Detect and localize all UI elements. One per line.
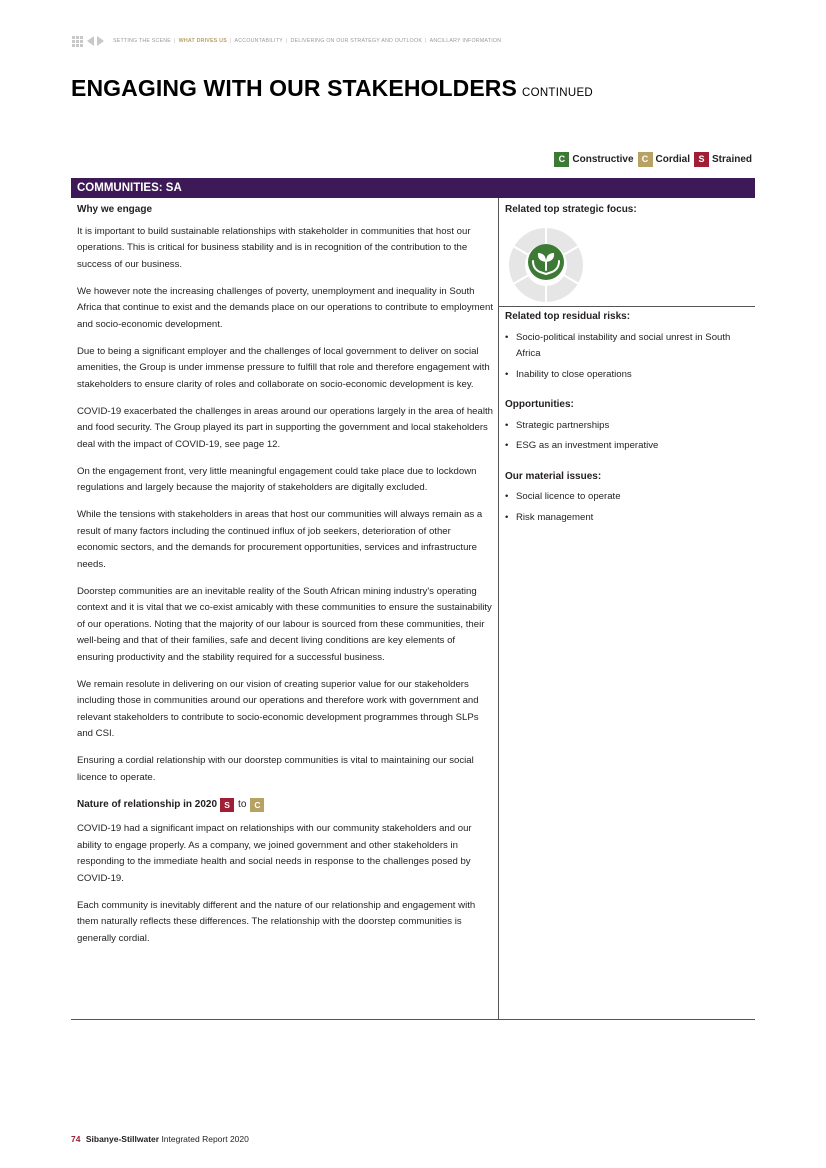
material-issues-list: [505, 489, 755, 526]
body-paragraph: Ensuring a cordial relationship with our doorstep communities is vital to maintaining our social licence to operate.: [77, 755, 474, 783]
legend-label: Cordial: [655, 154, 690, 165]
strategic-focus-heading: Related top strategic focus:: [505, 204, 637, 215]
nav-link[interactable]: WHAT DRIVES US: [178, 38, 227, 44]
material-issues: [505, 469, 755, 527]
body-paragraph: While the tensions with stakeholders in areas that host our communities will always remain as a result of many factors including the continued influx of job seekers, deterioration of other economic sectors, and the demands for procurement opportunities, services and infrastructure needs.: [77, 509, 483, 570]
nav-link[interactable]: ANCILLARY INFORMATION: [429, 38, 502, 44]
opportunities: [505, 397, 755, 455]
body-paragraph: On the engagement front, very little meaningful engagement could take place due to lockdown regulations and largely because the majority of stakeholders are digitally excluded.: [77, 465, 477, 493]
residual-risks-list: [505, 330, 755, 384]
residual-risks-heading: Related top residual risks:: [505, 311, 631, 322]
list-item: • Inability to close operations: [505, 367, 755, 384]
nav-links: [113, 38, 504, 44]
nav-link[interactable]: ACCOUNTABILITY: [234, 38, 283, 44]
body-paragraph: We remain resolute in delivering on our vision of creating superior value for our stakeholders including those in communities around our operations and therefore work with government and relevant stakeholders to contribute to socio-economic development programmes through SLPs and CSI.: [77, 678, 479, 739]
legend-badge: S: [694, 152, 709, 167]
page-title-continued: CONTINUED: [521, 87, 594, 99]
nature-label: Nature of relationship in 2020: [77, 798, 218, 810]
body-paragraph: It is important to build sustainable relationships with stakeholder in communities that host our operations. This is critical for business stability and is in recognition of the contribution to the success of our business.: [77, 225, 471, 270]
table-bottom-rule: [71, 1019, 755, 1020]
page-title-text: ENGAGING WITH OUR STAKEHOLDERS: [71, 75, 517, 101]
legend-badge: C: [638, 152, 653, 167]
relationship-legend: [554, 152, 756, 167]
why-we-engage-heading: Why we engage: [77, 204, 153, 215]
company-name: Sibanye-Stillwater: [85, 1134, 160, 1144]
nav-controls: [72, 36, 107, 47]
nature-to-word: to: [238, 798, 247, 810]
next-page-icon[interactable]: [97, 36, 104, 46]
body-paragraph: Doorstep communities are an inevitable reality of the South African mining industry's operating context and it is vital that we co-exist amicably with these communities to ensure the sustainability of our operations. Noting that the majority of our labour is sourced from these communities, their well-being and that of their families, safe and decent living conditions are key elements of ensuring productivity and the stability required for a successful business.: [77, 585, 492, 663]
page-footer: [71, 1134, 249, 1144]
nature-of-relationship: [77, 797, 493, 814]
list-item: • ESG as an investment imperative: [505, 438, 755, 455]
material-issues-heading: Our material issues:: [505, 470, 602, 482]
body-paragraph: Each community is inevitably different and the nature of our relationship and engagement with them naturally reflects these differences. The relationship with the doorstep communities is generally cordial.: [77, 899, 476, 944]
legend-badge: C: [554, 152, 569, 167]
strategic-focus-block: [505, 202, 755, 223]
legend-label: Strained: [711, 154, 752, 165]
strategic-focus-diagram: [506, 225, 586, 305]
nav-separator: |: [285, 38, 288, 44]
left-column: [77, 202, 493, 958]
previous-page-icon[interactable]: [87, 36, 94, 46]
page-number: 74: [71, 1134, 81, 1144]
list-item: • Socio-political instability and social unrest in South Africa: [505, 330, 755, 363]
top-navigation: [72, 34, 504, 48]
residual-risks: [505, 309, 755, 383]
list-item: • Risk management: [505, 510, 755, 527]
opportunities-heading: Opportunities:: [505, 399, 574, 410]
risks-block: [505, 309, 755, 540]
column-divider: [498, 198, 499, 1019]
nav-link[interactable]: DELIVERING ON OUR STRATEGY AND OUTLOOK: [290, 38, 423, 44]
why-we-engage-body: [77, 224, 493, 787]
page-title: [71, 75, 593, 102]
opportunities-list: [505, 418, 755, 455]
legend-label: Constructive: [572, 154, 634, 165]
nav-separator: |: [174, 38, 176, 44]
nav-separator: |: [229, 38, 232, 44]
strained-badge: S: [220, 798, 234, 812]
nature-body: [77, 821, 493, 947]
body-paragraph: Due to being a significant employer and the challenges of local government to deliver on social amenities, the Group is under immense pressure to fulfill that role and therefore engagement with stakeholders to ensure clarity of roles and collaborate on socio-economic development is key.: [77, 345, 490, 390]
body-paragraph: COVID-19 had a significant impact on relationships with our community stakeholders and our ability to engage properly. As a company, we joined government and other stakeholders in responding to the immediate health and social needs in response to the challenges posed by COVID-19.: [77, 823, 472, 884]
report-name: Integrated Report 2020: [161, 1134, 249, 1144]
body-paragraph: COVID-19 exacerbated the challenges in areas around our operations largely in the area of health and food security. The Group played its part in supporting the government and local stakeholders deal with the impact of COVID-19, see page 12.: [77, 405, 493, 450]
nav-link[interactable]: SETTING THE SCENE: [113, 38, 172, 44]
section-header: COMMUNITIES: SA: [71, 178, 755, 198]
list-item: • Strategic partnerships: [505, 418, 755, 435]
nav-separator: |: [425, 38, 427, 44]
cordial-badge: C: [250, 798, 264, 812]
right-section-divider: [498, 306, 755, 307]
body-paragraph: We however note the increasing challenges of poverty, unemployment and inequality in South Africa that continue to exist and the demands place on our operations to contribute to employment and socio-economic development.: [77, 285, 493, 330]
list-item: • Social licence to operate: [505, 489, 755, 506]
grid-menu-icon[interactable]: [72, 36, 83, 47]
